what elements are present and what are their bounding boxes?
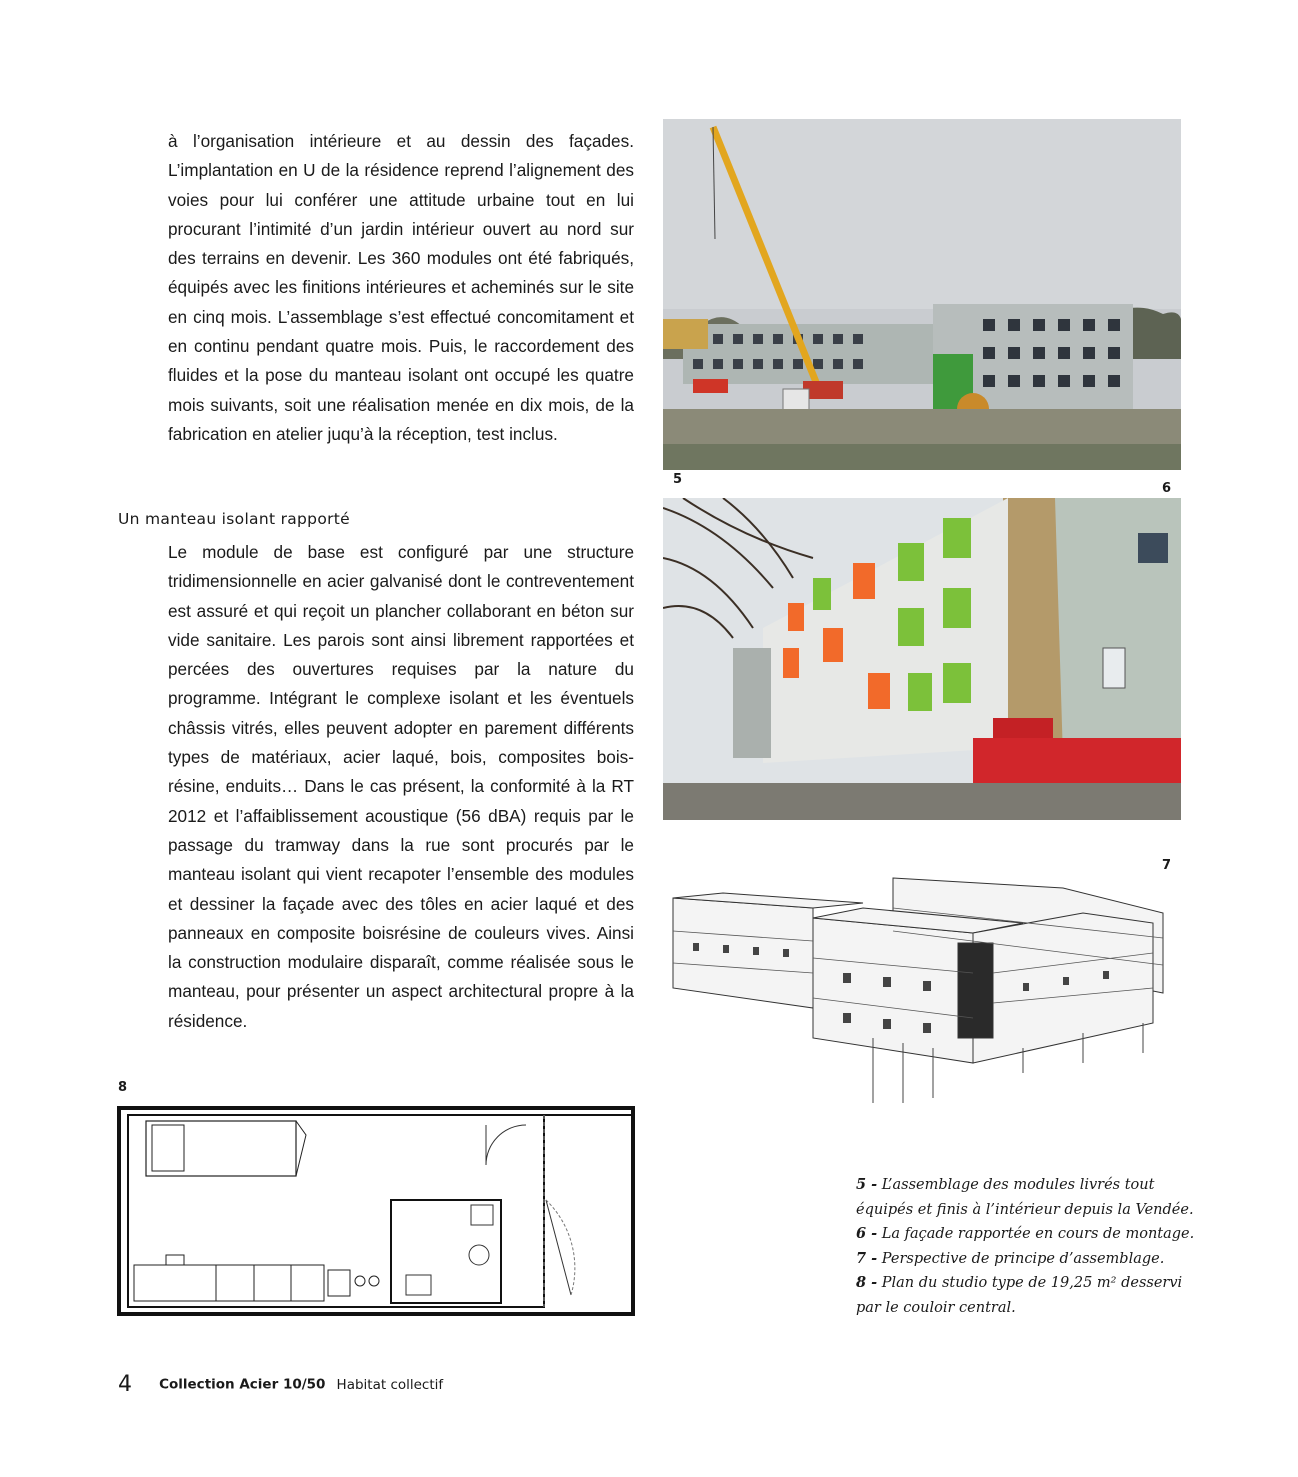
- collection-title: Collection Acier 10/50: [159, 1376, 326, 1393]
- page-number: 4: [118, 1372, 132, 1397]
- caption-7-text: Perspective de principe d’assemblage.: [877, 1250, 1165, 1267]
- section-subheading: Un manteau isolant rapporté: [118, 510, 350, 528]
- body-paragraph-2: Le module de base est configuré par une structure tridimensionnelle en acier galvanisé dont le contreventement est assuré et qui reçoit un plancher collaborant en béton sur vide sanitaire. Les parois sont ainsi librement rapportées et percées des ouvertures requises par la nature du programme. Intégrant le complexe isolant et les éventuels châssis vitrés, elles peuvent adopter en parement différents types de matériaux, acier laqué, bois, composites bois-résine, enduits… Dans le cas présent, la conformité à la RT 2012 et l’affaiblissement acoustique (56 dBA) requis par le passage du tramway dans la rue sont procurés par le manteau isolant qui vient recapoter l’ensemble des modules et dessiner la façade avec des tôles en acier laqué et des panneaux en composite boisrésine de couleurs vives. Ainsi la construction modulaire disparaît, comme réalisée sous le manteau, pour présenter un aspect architectural propre à la résidence.: [168, 542, 634, 1031]
- section-title: Habitat collectif: [336, 1376, 444, 1393]
- figure-8-number: 8: [118, 1080, 128, 1095]
- body-paragraph-1: à l’organisation intérieure et au dessin des façades. L’implantation en U de la résidence reprend l’alignement des voies pour lui conférer une attitude urbaine tout en lui procurant l’intimité d’un jardin intérieur ouvert au nord sur des terrains en devenir. Les 360 modules ont été fabriqués, équipés avec les finitions intérieures et acheminés sur le site en cinq mois. L’assemblage s’est effectué concomitament et en continu pendant quatre mois. Puis, le raccordement des fluides et la pose du manteau isolant ont occupé les quatre mois suivants, soit une réalisation menée en dix mois, de la fabrication en atelier juqu’à la réception, test inclus.: [168, 131, 634, 444]
- caption-7-number: 7 -: [856, 1249, 878, 1267]
- caption-7: [856, 1247, 1196, 1272]
- figure-5-photo: [663, 119, 1181, 470]
- caption-8-number: 8 -: [856, 1274, 878, 1291]
- page-footer: [118, 1372, 443, 1397]
- figure-8-floor-plan: [116, 1105, 636, 1317]
- figure-6-photo: [663, 498, 1181, 820]
- caption-6-number: 6 -: [856, 1225, 878, 1242]
- caption-6-text: La façade rapportée en cours de montage.: [877, 1226, 1195, 1242]
- figure-captions: [856, 1173, 1196, 1320]
- caption-5-number: 5 -: [856, 1176, 878, 1193]
- figure-5-number: 5: [673, 472, 683, 487]
- caption-8: [856, 1271, 1196, 1320]
- caption-5: [856, 1173, 1196, 1222]
- figure-7-number: 7: [1162, 858, 1172, 873]
- caption-5-text: L’assemblage des modules livrés tout équipés et finis à l’intérieur depuis la Vendée.: [856, 1177, 1194, 1218]
- caption-8-text: Plan du studio type de 19,25 m² desservi par le couloir central.: [856, 1275, 1183, 1316]
- figure-6-number: 6: [1162, 481, 1172, 496]
- caption-6: [856, 1222, 1196, 1247]
- figure-7-drawing: [663, 873, 1181, 1108]
